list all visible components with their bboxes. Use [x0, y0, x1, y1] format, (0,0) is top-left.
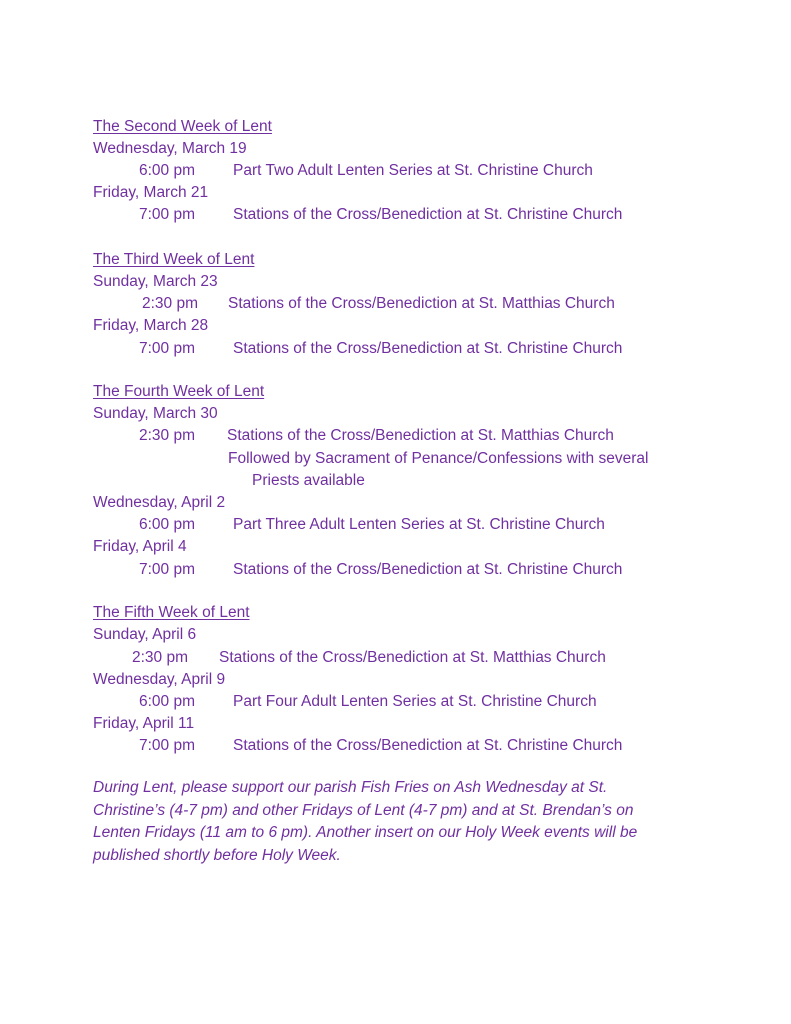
event-time: 7:00 pm	[139, 737, 196, 754]
event-description: Stations of the Cross/Benediction at St. Christine Church	[233, 737, 623, 754]
event-time: 6:00 pm	[139, 693, 196, 710]
day-date: Sunday, March 30	[93, 405, 218, 422]
day-date: Sunday, March 23	[93, 273, 218, 290]
day-date: Friday, April 4	[93, 538, 187, 555]
note-line: Christine’s (4-7 pm) and other Fridays of Lent (4-7 pm) and at St. Brendan’s on	[93, 801, 634, 819]
day-date: Wednesday, April 2	[93, 494, 226, 511]
event-time: 2:30 pm	[139, 427, 196, 444]
fish-fry-note	[93, 777, 693, 867]
event-time: 7:00 pm	[139, 340, 196, 357]
event-description: Stations of the Cross/Benediction at St. Matthias Church	[228, 295, 615, 312]
note-line: published shortly before Holy Week.	[93, 846, 341, 864]
week-heading: The Fifth Week of Lent	[93, 604, 250, 621]
event-description-continued: Followed by Sacrament of Penance/Confessions with several	[228, 450, 649, 467]
event-description: Part Three Adult Lenten Series at St. Christine Church	[233, 516, 605, 533]
day-date: Sunday, April 6	[93, 626, 197, 643]
day-date: Friday, April 11	[93, 715, 195, 732]
event-time: 7:00 pm	[139, 561, 196, 578]
event-description: Stations of the Cross/Benediction at St. Christine Church	[233, 206, 623, 223]
week-heading: The Second Week of Lent	[93, 118, 272, 135]
week-heading: The Fourth Week of Lent	[93, 383, 265, 400]
event-description: Stations of the Cross/Benediction at St. Christine Church	[233, 561, 623, 578]
day-date: Friday, March 28	[93, 317, 209, 334]
week-heading: The Third Week of Lent	[93, 251, 255, 268]
day-date: Wednesday, April 9	[93, 671, 226, 688]
note-line: During Lent, please support our parish Fish Fries on Ash Wednesday at St.	[93, 779, 608, 796]
event-time: 2:30 pm	[132, 649, 189, 666]
event-description: Stations of the Cross/Benediction at St. Matthias Church	[219, 649, 606, 666]
event-description: Stations of the Cross/Benediction at St. Matthias Church	[227, 427, 614, 444]
day-date: Wednesday, March 19	[93, 140, 247, 157]
event-time: 2:30 pm	[142, 295, 199, 312]
day-date: Friday, March 21	[93, 184, 209, 201]
event-description: Part Two Adult Lenten Series at St. Christine Church	[233, 162, 593, 179]
event-time: 7:00 pm	[139, 206, 196, 223]
event-description-continued: Priests available	[252, 472, 365, 489]
note-line: Lenten Fridays (11 am to 6 pm). Another insert on our Holy Week events will be	[93, 824, 638, 841]
event-description: Part Four Adult Lenten Series at St. Christine Church	[233, 693, 597, 710]
event-description: Stations of the Cross/Benediction at St. Christine Church	[233, 340, 623, 357]
event-time: 6:00 pm	[139, 162, 196, 179]
event-time: 6:00 pm	[139, 516, 196, 533]
